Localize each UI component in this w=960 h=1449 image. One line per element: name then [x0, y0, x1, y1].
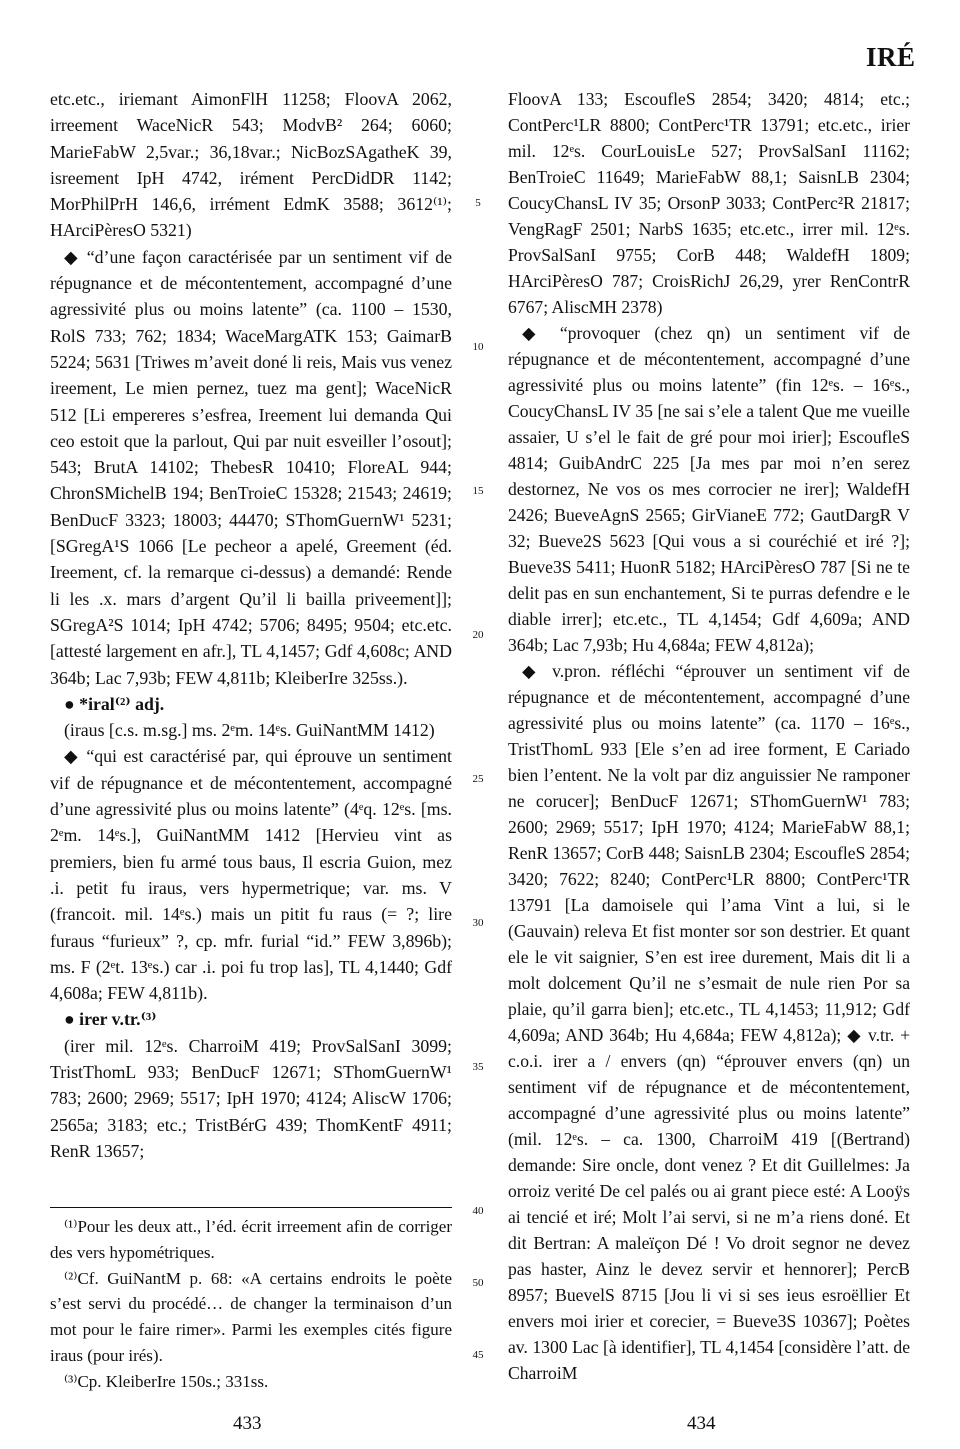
- line-number: 15: [472, 485, 484, 497]
- line-number: 45: [472, 1349, 484, 1361]
- right-column: [508, 86, 910, 1386]
- paragraph: ◆ “d’une façon caractérisée par un sentiment vif de répugnance et de mécontentement, accompagné d’une agressivité plus ou moins latente” (ca. 1100 – 1530, RolS 733; 762; 1834; WaceMargATK 153; GaimarB 5224; 5631 [Triwes m’aveit doné li reis, Mais vus venez ireement, Le mien pernez, tuez ma gent]; WaceNicR 512 [Li empereres s’esfrea, Ireement lui demanda Qui ceo estoit que la parlout, Qui par nuit esveiller l’osout]; 543; BrutA 14102; ThebesR 10410; FloreAL 944; ChronSMichelB 194; BenTroieC 15328; 21543; 24619; BenDucF 3323; 18003; 44470; SThomGuernW¹ 5231; [SGregA¹S 1066 [Le pecheor a apelé, Greement (éd. Ireement, cf. la remarque ci-dessus) a demandé: Rende li les .x. mars d’argent Qu’il li bailla priveement]]; SGregA²S 1014; IpH 4742; 5706; 8495; 9504; etc.etc. [attesté largement en afr.], TL 4,1457; Gdf 4,608c; AND 364b; Lac 7,93b; FEW 4,811b; KleiberIre 325ss.).: [50, 246, 452, 688]
- line-number: 25: [472, 773, 484, 785]
- paragraph: (irer mil. 12ᵉs. CharroiM 419; ProvSalSanI 3099; TristThomL 933; BenDucF 12671; SThomGuernW¹ 783; 2600; 2969; 5517; IpH 1970; 4124; AliscW 1706; 2565a; 3183; etc.; TristBérG 439; ThomKentF 4911; RenR 13657;: [50, 1035, 452, 1161]
- footnote: ⁽¹⁾Pour les deux att., l’éd. écrit irreement afin de corriger des vers hypométriques.: [50, 1217, 452, 1262]
- page-number-left: 433: [233, 1413, 262, 1434]
- footnotes: [50, 1207, 452, 1395]
- paragraph: ◆ v.pron. réfléchi “éprouver un sentiment vif de répugnance et de mécontentement, accompagné d’une agressivité plus ou moins latente” (ca. 1170 – 16ᵉs., TristThomL 933 [Ele s’en ad iree forment, E Cariado bien l’entent. Ne la volt par diz anguissier Ne ramponer ne corucer]; BenDucF 12671; SThomGuernW¹ 783; 2600; 2969; 5517; IpH 1970; 4124; MarieFabW 88,1; RenR 13657; CorB 448; SaisnLB 2304; EscoufleS 2854; 3420; 7622; 8240; ContPerc¹LR 8800; ContPerc¹TR 13791 [La damoisele qui l’ama Vint a lui, si le (Gauvain) releva Et fist monter sor son destrier. Et quant ele le vit saignier, S’en est iree durement, Mais dit li a molt dolcement Qu’il ne s’esmait de nule rien Por sa plaie, qu’il garra bien]; etc.etc., TL 4,1453; 11,912; Gdf 4,609a; AND 364b; Hu 4,684a; FEW 4,812a); ◆ v.tr. + c.o.i. irer a / envers (qn) “éprouver envers (qn) un sentiment vif de répugnance et de mécontentement, accompagné d’une agressivité plus ou moins latente” (mil. 12ᵉs. – ca. 1300, CharroiM 419 [(Bertrand) demande: Sire oncle, dont venez ? Et dit Guillelmes: Ja orroiz verité De cel palés ou ai grant piece esté: A Looÿs ai tencié et iré; Molt l’ai servi, si ne m’a riens doné. Et dit Bertran: A maleïçon Dé ! Vo droit segnor ne devez pas haster, Ainz le devez servir et hennorer]; PercB 8957; BuevelS 8715 [Jou li vi si ses ieus esroëllier Et envers moi irier et corecier, = Bueve3S 10367]; Poètes av. 1300 Lac [à identifier], TL 4,1454 [considère l’att. de CharroiM: [508, 661, 910, 1383]
- line-number: 50: [472, 1277, 484, 1289]
- paragraph: ◆ “qui est caractérisé par, qui éprouve un sentiment vif de répugnance et de mécontentement, accompagné d’une agressivité plus ou moins latente” (4ᵉq. 12ᵉs. [ms. 2ᵉm. 14ᵉs.], GuiNantMM 1412 [Hervieu vint as premiers, bien fu armé tous baus, Il escria Guion, mez .i. petit fu iraus, vers hypermetrique; var. ms. V (francoit. mil. 14ᵉs.) mais un pitit fu raus (= ?; lire furaus “furieux” ?, cp. mfr. furial “id.” FEW 3,896b); ms. F (2ᵉt. 13ᵉs.) car .i. poi fu trop las], TL 4,1440; Gdf 4,608a; FEW 4,811b).: [50, 746, 452, 1004]
- paragraph: ◆ “provoquer (chez qn) un sentiment vif de répugnance et de mécontentement, accompagné d’une agressivité plus ou moins latente” (fin 12ᵉs. – 16ᵉs., CoucyChansL IV 35 [ne sai s’ele a talent Que me vueille assaier, U s’el le fait de gré pour moi irier]; EscoufleS 4814; GuibAndrC 225 [Ja mes par moi n’en serez destornez, Ne vos os mes corrocier ne irer]; WaldefH 2426; BueveAgnS 2565; GirVianeE 772; GautDargR V 32; Bueve2S 5623 [Qui vous a si couréchié et iré ?]; Bueve3S 5411; HuonR 5182; HArciPèresO 787 [Si ne te delit pas en sun enchantement, Si te purras defendre e le diable irrer]; etc.etc., TL 4,1454; Gdf 4,609a; AND 364b; Lac 7,93b; Hu 4,684a; FEW 4,812a);: [508, 323, 910, 655]
- paragraph: etc.etc., iriemant AimonFlH 11258; FloovA 2062, irreement WaceNicR 543; ModvB² 264; 6060; MarieFabW 2,5var.; 36,18var.; NicBozSAgatheK 39, isreement IpH 4742, irément PercDidDR 1142; MorPhilPrH 146,6, irrément EdmK 3588; 3612⁽¹⁾; HArciPèresO 5321): [50, 89, 452, 241]
- page-number-right: 434: [687, 1413, 716, 1434]
- entry-headword: ● irer v.tr.⁽³⁾: [64, 1009, 157, 1030]
- paragraph: FloovA 133; EscoufleS 2854; 3420; 4814; etc.; ContPerc¹LR 8800; ContPerc¹TR 13791; etc.etc., irier mil. 12ᵉs. CourLouisLe 527; ProvSalSanI 11162; BenTroieC 11649; MarieFabW 88,1; SaisnLB 2304; CoucyChansL IV 35; OrsonP 3033; ContPerc²R 21817; VengRagF 2501; NarbS 1635; etc.etc., irrer mil. 12ᵉs. ProvSalSanI 9755; CorB 448; WaldefH 1809; HArciPèresO 787; CroisRichJ 26,29, yrer RenContrR 6767; AliscMH 2378): [508, 89, 910, 317]
- line-number: 20: [472, 629, 484, 641]
- line-number: 30: [472, 917, 484, 929]
- footnote: ⁽²⁾Cf. GuiNantM p. 68: «A certains endroits le poète s’est servi du procédé… de changer la terminaison d’un mot pour le faire rimer». Parmi les exemples cités figure iraus (pour irés).: [50, 1268, 452, 1365]
- left-column: [50, 86, 452, 1164]
- running-head: IRÉ: [866, 42, 916, 72]
- entry-headword: ● *iral⁽²⁾ adj.: [64, 693, 165, 714]
- line-number: 5: [475, 197, 481, 209]
- line-number: 40: [472, 1205, 484, 1217]
- line-number: 35: [472, 1061, 484, 1073]
- footnote: ⁽³⁾Cp. KleiberIre 150s.; 331ss.: [64, 1371, 269, 1391]
- paragraph: (iraus [c.s. m.sg.] ms. 2ᵉm. 14ᵉs. GuiNantMM 1412): [64, 720, 435, 741]
- line-number: 10: [472, 341, 484, 353]
